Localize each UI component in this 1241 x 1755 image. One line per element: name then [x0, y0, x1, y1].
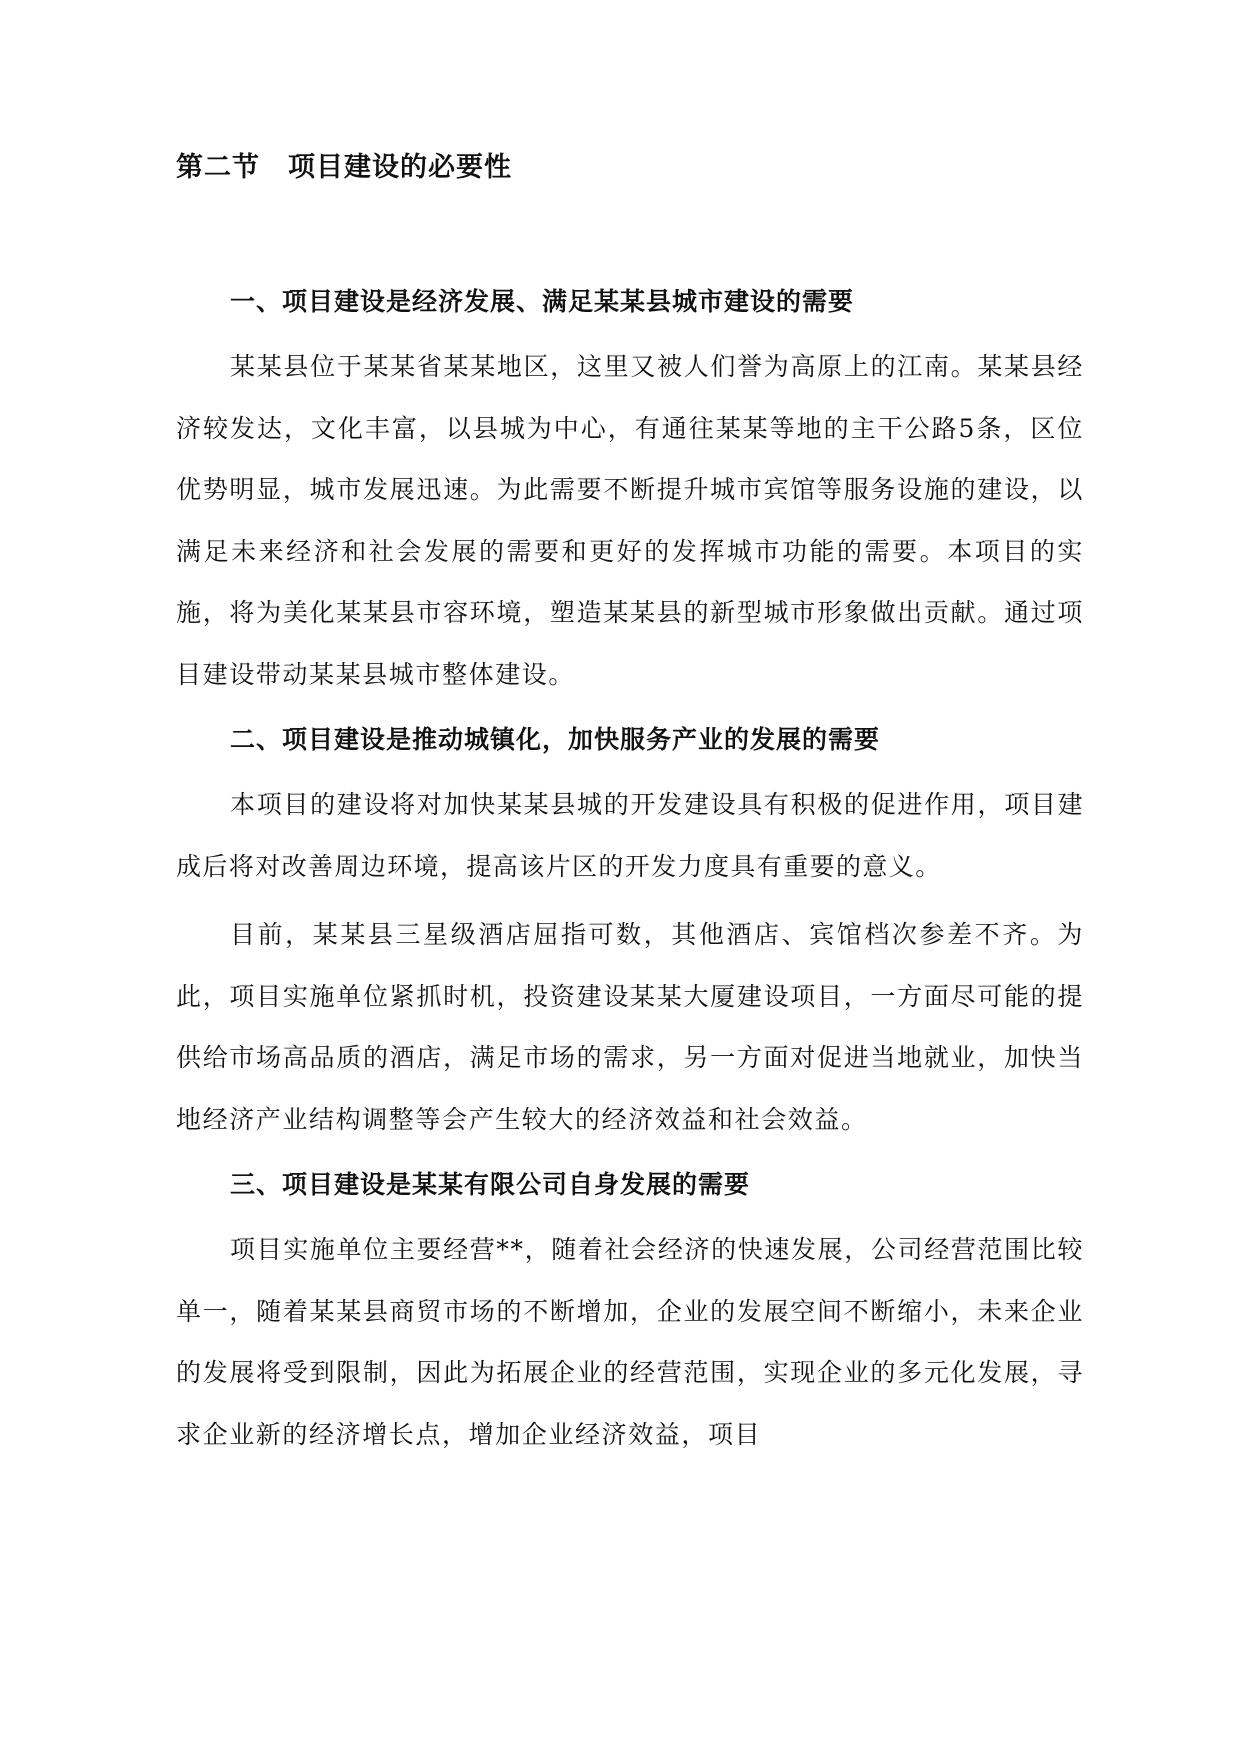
section-heading-1: 一、项目建设是经济发展、满足某某县城市建设的需要	[230, 287, 855, 316]
document-content	[176, 140, 1084, 1472]
section-2-paragraph-1: 本项目的建设将对加快某某县城的开发建设具有积极的促进作用，项目建成后将对改善周边环境，提高该片区的开发力度具有重要的意义。	[176, 790, 1084, 881]
section-heading-2: 二、项目建设是推动城镇化，加快服务产业的发展的需要	[230, 725, 881, 754]
section-1-paragraph-1: 某某县位于某某省某某地区，这里又被人们誉为高原上的江南。某某县经济较发达，文化丰富，以县城为中心，有通往某某等地的主干公路5条，区位优势明显，城市发展迅速。为此需要不断提升城市宾馆等服务设施的建设，以满足未来经济和社会发展的需要和更好的发挥城市功能的需要。本项目的实施，将为美化某某县市容环境，塑造某某县的新型城市形象做出贡献。通过项目建设带动某某县城市整体建设。	[176, 352, 1084, 689]
section-3-paragraph-1: 项目实施单位主要经营**，随着社会经济的快速发展，公司经营范围比较单一，随着某某县商贸市场的不断增加，企业的发展空间不断缩小，未来企业的发展将受到限制，因此为拓展企业的经营范围，实现企业的多元化发展，寻求企业新的经济增长点，增加企业经济效益，项目	[176, 1235, 1084, 1449]
section-heading-3: 三、项目建设是某某有限公司自身发展的需要	[230, 1170, 751, 1199]
section-title: 第二节 项目建设的必要性	[176, 152, 512, 183]
section-2-paragraph-2: 目前，某某县三星级酒店屈指可数，其他酒店、宾馆档次参差不齐。为此，项目实施单位紧抓时机，投资建设某某大厦建设项目，一方面尽可能的提供给市场高品质的酒店，满足市场的需求，另一方面对促进当地就业，加快当地经济产业结构调整等会产生较大的经济效益和社会效益。	[176, 920, 1084, 1134]
